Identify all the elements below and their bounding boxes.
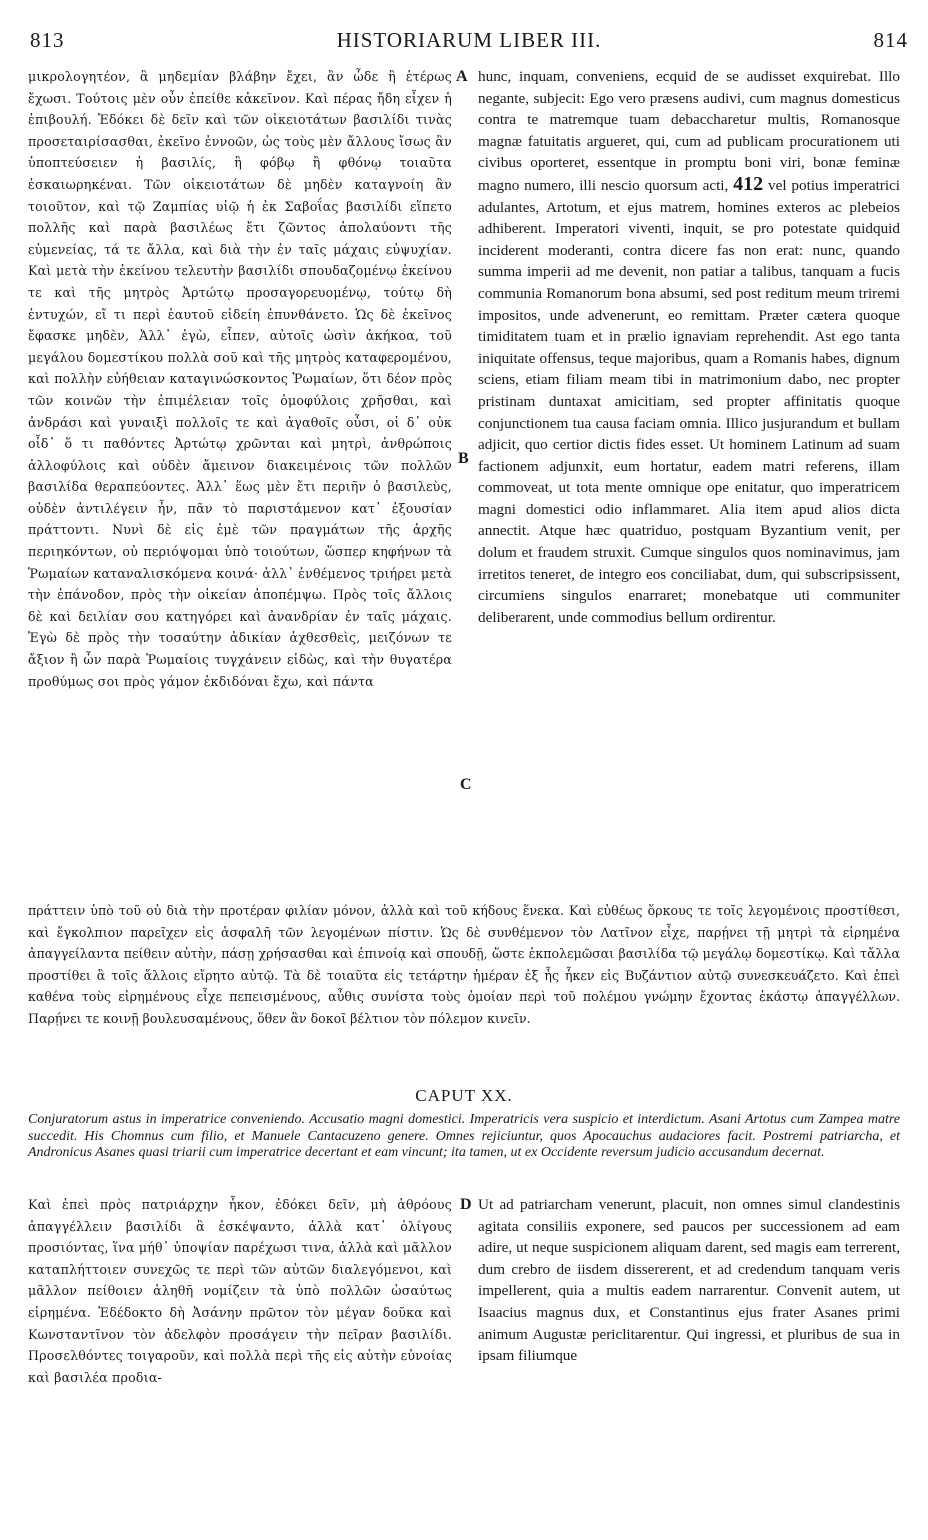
running-title: HISTORIARUM LIBER III.: [336, 28, 602, 52]
greek-text-bottom: Καὶ ἐπεὶ πρὸς πατριάρχην ἧκον, ἐδόκει δεῖν, μὴ ἀθρόους ἀπαγγέλλειν βασιλίδι ἃ ἐσκέψαντο, ἀλλὰ κατ᾽ ὀλίγους προσιόντας, ἵνα μήθ᾽ ὑποψίαν παρέχωσι τινα, ἀλλὰ καὶ μᾶλλον καταπλήττοιεν συνεχῶς τε περὶ τῶν αὐτῶν διαλεγόμενοι, καὶ μᾶλλον πείθοιεν ἀληθῆ νομίζειν τὰ ὑπὸ πολλῶν ὡσαύτως εἰρημένα. Ἐδέδοκτο δὴ Ἀσάνην πρῶτον τὸν μέγαν δοῦκα καὶ Κωνσταντῖνον τὸν ἀδελφὸν προσάγειν τὴν πεῖραν βασιλίδι. Προσελθόντες τοιγαροῦν, καὶ πολλὰ περὶ τῆς εἰς αὐτὴν εὐνοίας καὶ βασιλέα προδια-: [28, 1197, 452, 1385]
greek-text-top: μικρολογητέον, ἃ μηδεμίαν βλάβην ἔχει, ἂν ὧδε ἢ ἑτέρως ἔχωσι. Τούτοις μὲν οὖν ἐπείθε κἀκεῖνον. Καὶ πέρας ἤδη εἶχεν ἡ ἐπιβουλή. Ἐδόκει δὲ δεῖν καὶ τῶν οἰκειοτάτων βασιλίδι τινὰς προσεταιρίσασθαι, ἐκεῖνο ἐννοῶν, ὡς τοὺς μὲν ἄλλους ἴσως ἂν ὑποπτεύσειεν ἡ βασιλίς, ἢ φόβῳ ἢ φθόνῳ τοιαῦτα ἐσκαιωρηκέναι. Τῶν οἰκειοτάτων δὲ μηδὲν καταγνοίη ἂν τοιοῦτον, καὶ τῷ Ζαμπίας υἱῷ ἡ ἐκ Σαβοΐας βασιλίδι εἵπετο πολλῆς καὶ παρὰ βασιλέως ἔτι ζῶντος ἀπολαύοντι τῆς εὐμενείας, τά τε ἄλλα, καὶ διὰ τὴν ἐν ταῖς μάχαις εὐψυχίαν. Καὶ μετὰ τὴν ἐκείνου τελευτὴν βασιλίδι σπουδαζομένῳ ἐκείνου τε καὶ τῆς μητρὸς Ἀρτώτῳ προσαγορευομένῳ, τούτῳ δὴ ἐντυχών, εἴ τι περὶ ἑαυτοῦ εἰδείη ἐπυνθάνετο. Ὡς δὲ ἐκεῖνος ἔφασκε μηδὲν, Ἀλλ᾽ ἐγὼ, εἶπεν, αὐτοῖς ὠσὶν ἀκήκοα, τοῦ μεγάλου δομεστίκου πολλὰ σοῦ καὶ τῆς μητρὸς καταφερομένου, καὶ πολλὴν εὐήθειαν καταγινώσκοντος Ῥωμαίων, ὅτι δέον πρὸς τῶν κοινῶν τὴν ἐπιμέλειαν τοῖς ὁμοφύλοις χρῆσθαι, καὶ ἀνδράσι καὶ γυναιξὶ πολλοῖς τε καὶ ἀγαθοῖς οὖσι, οἱ δ᾽ οὐκ οἶδ᾽ ὅ τι παθόντες Ἀρτώτῳ χρῶνται καὶ μητρὶ, ἀνθρώποις ἀλλοφύλοις καὶ οὐδὲν ἄμεινον διακειμένοις τῶν πολλῶν βασιλίδα θεραπεύοντες. Ἀλλ᾽ ἕως μὲν ἔτι περιῆν ὁ βασιλεὺς, οὐδὲν ἀντιλέγειν ἦν, πᾶν τὸ παριστάμενον κατ᾽ ἐξουσίαν πράττοντι. Νυνὶ δὲ εἰς ἐμὲ τῶν πραγμάτων τῆς ἀρχῆς περιηκόντων, οὐ περιόψομαι ὑπὸ τοιούτων, ὥσπερ κηφήνων τὰ Ῥωμαίων καταναλισκόμενα κοινά· ἀλλ᾽ ἐνθέμενος τριήρει μετὰ τὴν ἐπάνοδον, πρὸς τὴν οἰκείαν ἀποπέμψω. Πρὸς τοῖς ἄλλοις δὲ καὶ δειλίαν σου κατηγόρει καὶ ἀνανδρίαν ἐν ταῖς μάχαις. Ἐγὼ δὲ πρὸς τὴν τοσαύτην ἀδικίαν ἀχθεσθεὶς, μειζόνων τε ἄξιον ἢ ὧν παρὰ Ῥωμαίοις τυγχάνειν εἰδὼς, καὶ τὴν θυγατέρα προθύμως σοι πρὸς γάμον ἐκδιδόναι ἔχω, καὶ πάντα: [28, 69, 452, 689]
margin-marker-c: C: [460, 776, 472, 793]
latin-column-bottom: [478, 1194, 900, 1524]
greek-column-top: [28, 66, 452, 896]
chapter-heading: CAPUT XX.: [415, 1086, 513, 1105]
margin-marker-a: A: [456, 68, 468, 85]
greek-column-bottom: [28, 1194, 452, 1524]
running-header: [30, 28, 908, 58]
greek-text-full: πράττειν ὑπὸ τοῦ οὐ διὰ τὴν προτέραν φιλίαν μόνον, ἀλλὰ καὶ τοῦ κήδους ἕνεκα. Καὶ εὐθέως ὅρκους τε τοῖς λεγομένοις προστίθεσι, καὶ ἔγκολπιον παρεῖχεν εἰς ἀσφαλῆ τῶν λεγομένων πίστιν. Ὡς δὲ συνθέμενον τὸν Λατῖνον εἶχε, παρῄνει τῇ μητρὶ τὰ εἰρημένα ἀπαγγείλαντα πείθειν αὐτὴν, πάσῃ χρήσασθαι καὶ ἐπινοίᾳ καὶ σπουδῇ, ὥστε ἐκπολεμῶσαι βασιλίδα τῷ μεγάλῳ δομεστίκῳ. Καὶ τἄλλα προστίθει ἃ τοῖς ἄλλοις εἴρητο αὐτῷ. Τὰ δὲ τοιαῦτα εἰς τετάρτην ἡμέραν ἐξ ἧς ἧκεν εἰς Βυζάντιον αὐτῷ συνεσκευάζετο. Καὶ ἐπεὶ καθένα τοὺς εἰρημένους εἶχε πεπεισμένους, αὖθις συνίστα τοὺς ὁμοίαν περὶ τοῦ πολέμου γνώμην ἔχοντας ἑκάστῳ ἀπαγγέλλων. Παρῄνει τε κοινῇ βουλευσαμένους, ὅθεν ἂν δοκοῖ βέλτιον τὸν πόλεμον κινεῖν.: [28, 903, 900, 1026]
latin-text-bottom: Ut ad patriarcham venerunt, placuit, non omnes simul clandestinis agitata consiliis exponere, sed paucos per successionem ad eam adire, ut neque suspicionem aliquam darent, sed magis eam terrerent, dum crebro de iisdem dissererent, et ad credendum tanquam veris impellerent, quia a multis eadem narrarentur. Convenit autem, ut Isaacius magnus dux, et Constantinus ejus frater Asanes primi animum Augustæ periclitarentur. Qui ingressi, et pluribus de sua in ipsam filiumque: [478, 1196, 900, 1365]
latin-text-top: [478, 66, 900, 628]
latin-text-top-a: hunc, inquam, conveniens, ecquid de se audisset exquirebat. Illo negante, subjecit: Ego vero præsens audivi, cum magnus domesticus contra te matremque tuam debaccharetur multis, Romanosque magnæ fatuitatis argueret, qui, cum ad publicam procurationem uti civibus oporteret, essentque in promptu boni viri, bonæ feminæ magno numero, illi nescio quorsum acti,: [478, 68, 900, 194]
margin-marker-d: D: [460, 1196, 472, 1213]
latin-text-top-b: vel potius imperatrici adulantes, Artotum, et ejus matrem, homines exteros ac plebeios adhiberent. Imperatori viventi, inquit, se pro potestate quidquid inciderent moderanti, contra dicere fas non erat: nunc, quando summa imperii ad me devenit, non patiar a talibus, tanquam a fucis communia Romanorum bona absumi, sed post reditum meum triremi impositos, unde advenerunt, eo remittam. Præter cætera quoque timiditatem tuam et in prælio ignaviam reprehendit. Ast ego tanta iniquitate offensus, teque majoribus, quam a Romanis habes, dignum sciens, etiam filiam meam tibi in matrimonium dabo, nec propter pristinam duntaxat amicitiam, sed propter affinitatis quoque conjunctionem tua causa faciam omnia. Illico jusjurandum et bullam adjicit, quo certior dictis fides esset. Ut hominem Latinum ad suam factionem adjunxit, eum hortatur, eadem matri referens, illam commoveat, ut tota mente omnique ope enitatur, quo imperatricem magni domestici odio inflammaret. Alia item apud alios dicta annectit. Atque hæc quatriduo, postquam Byzantium venit, per dolum et fraudem struxit. Cumque singulos quos nominavimus, jam irretitos teneret, de integro eos conciliabat, dum, qui subscripsissent, circumiens singulos enarraret; monebatque uti communiter deliberarent, unde commodius bellum ordirentur.: [478, 176, 900, 626]
chapter-summary: Conjuratorum astus in imperatrice conveniendo. Accusatio magni domestici. Imperatricis vera suspicio et interdictum. Asani Artotus cum Zampea matre succedit. His Chomnus cum filio, et Manuele Cantacuzeno genere. Omnes rejiciuntur, quos Apocauchus audaciores facit. Postremi patriarcha, et Andronicus Asanes quasi triarii cum imperatrice decertant et eam vincunt; ita tamen, ut ex Occidente reversum judicio accusandum decernat.: [28, 1112, 900, 1160]
page-number-left: 813: [30, 28, 65, 52]
margin-marker-b: B: [458, 450, 469, 467]
greek-fullwidth-block: [28, 900, 900, 1080]
edition-page-number: 412: [733, 172, 764, 195]
page-number-right: 814: [873, 28, 908, 52]
latin-column-top: [478, 66, 900, 896]
